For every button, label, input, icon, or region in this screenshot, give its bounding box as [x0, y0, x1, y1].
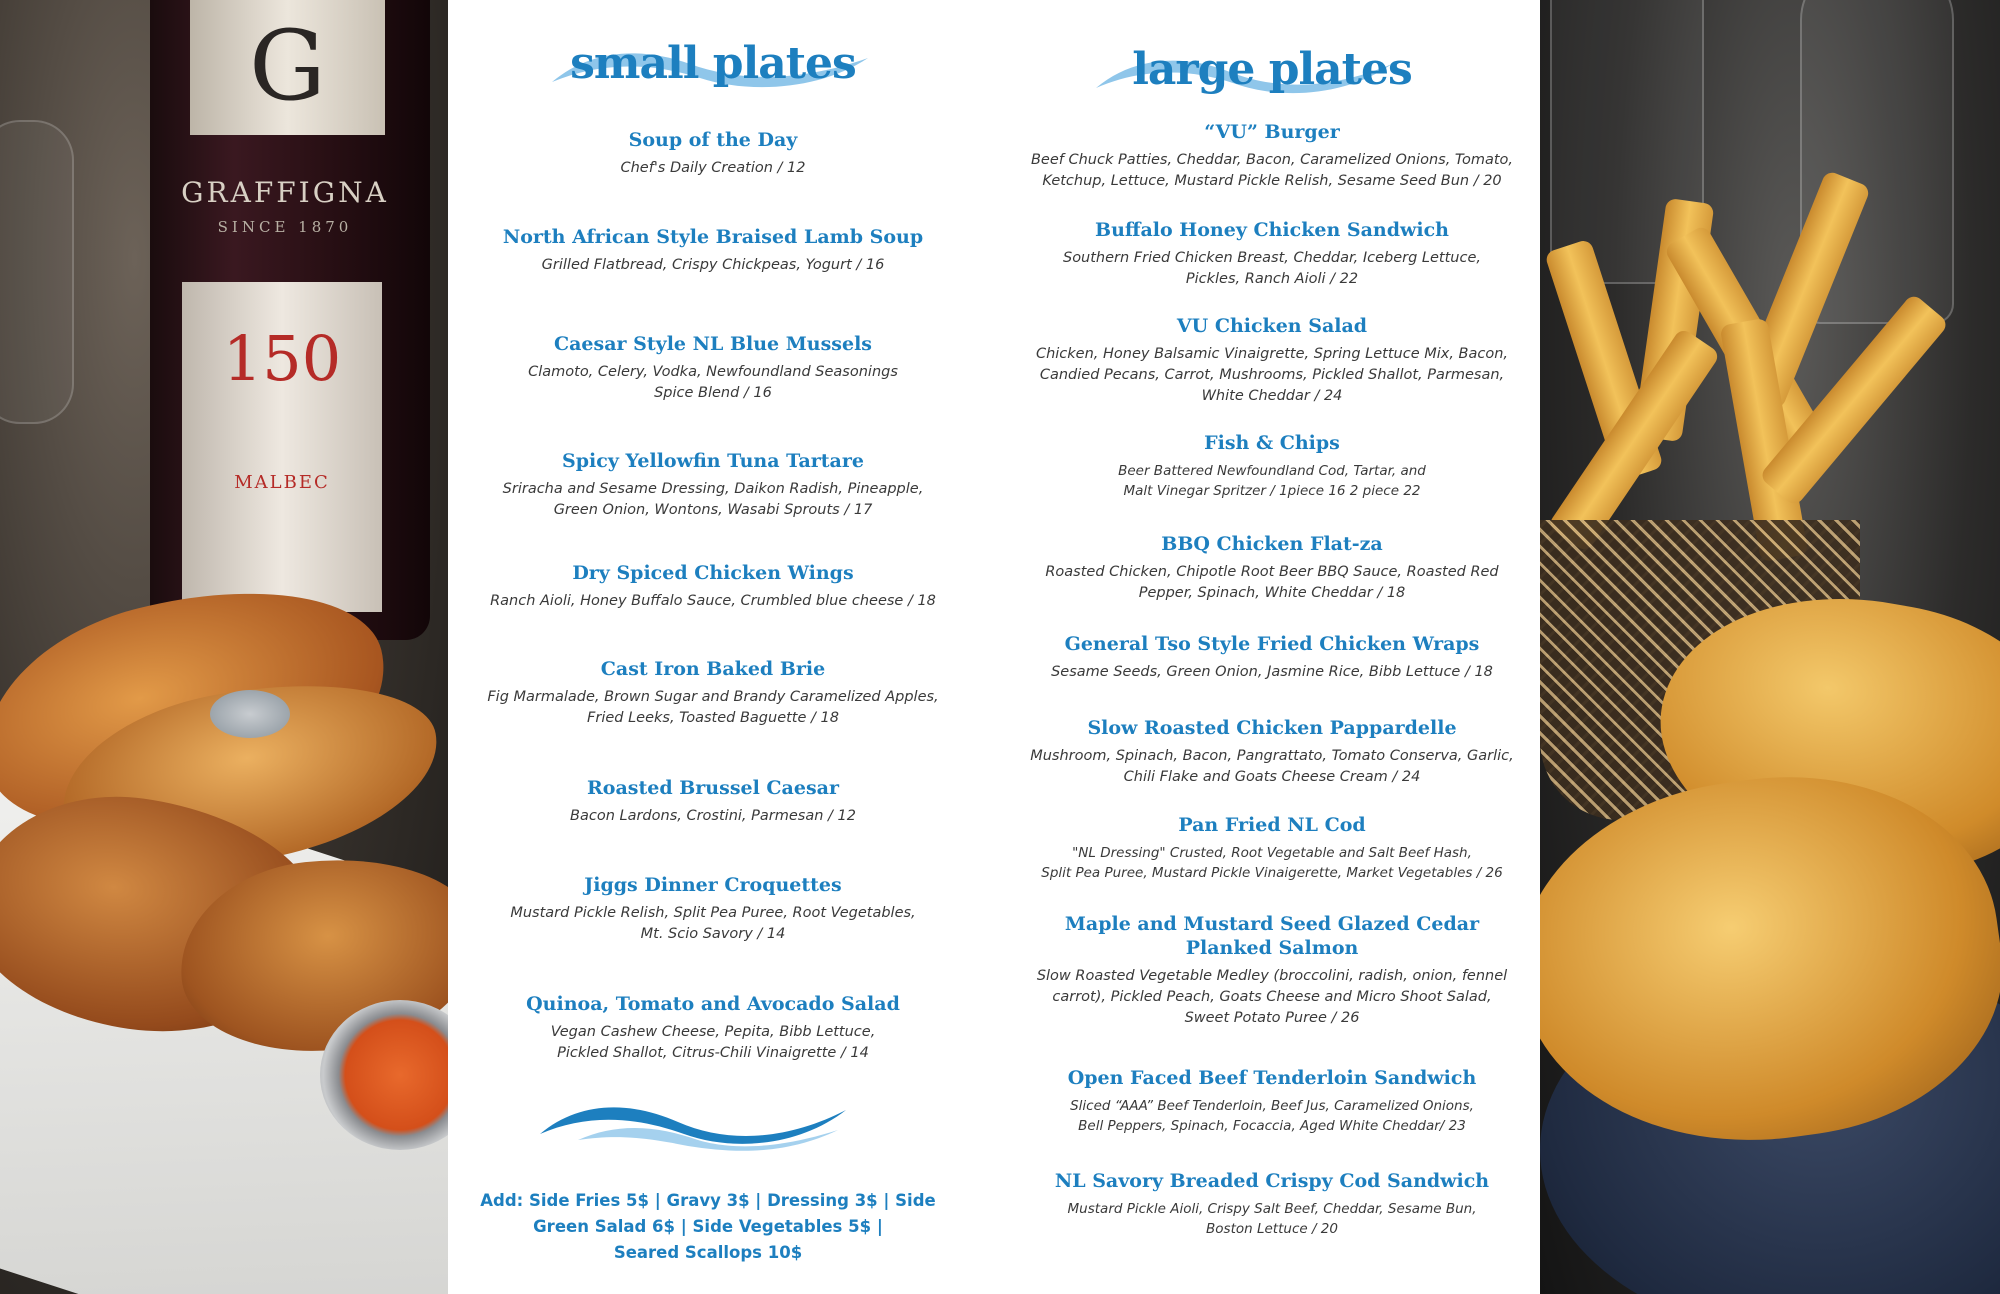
menu-item-name-line: Slow Roasted Chicken Pappardelle	[1087, 717, 1457, 739]
menu-item	[1004, 1169, 1540, 1239]
wine-glass	[0, 120, 74, 424]
menu-item	[448, 873, 978, 945]
bottle-brand: GRAFFIGNA	[181, 176, 389, 209]
wave-icon	[538, 1096, 848, 1152]
menu-item-description-line: Ketchup, Lettuce, Mustard Pickle Relish, Sesame Seed Bun / 20	[1042, 173, 1502, 189]
menu-item-description-line: Sriracha and Sesame Dressing, Daikon Radish, Pineapple,	[502, 481, 924, 497]
menu-item-name	[448, 449, 978, 473]
menu-item-description	[448, 255, 978, 276]
menu-item-description	[1004, 1199, 1540, 1239]
menu-item-name-line: BBQ Chicken Flat-za	[1161, 533, 1383, 555]
add-ons-line: Add: Side Fries 5$ | Gravy 3$ | Dressing 3$ | Side	[480, 1191, 936, 1210]
menu-item	[448, 776, 978, 827]
small-plates-header	[448, 38, 978, 89]
menu-item	[1004, 532, 1540, 604]
menu-item-description	[1004, 1096, 1540, 1136]
add-ons-line: Seared Scallops 10$	[613, 1243, 803, 1262]
menu-item-name	[1004, 120, 1540, 144]
menu-item-description-line: Green Onion, Wontons, Wasabi Sprouts / 17	[553, 502, 873, 518]
menu-item-description-line: Chicken, Honey Balsamic Vinaigrette, Spring Lettuce Mix, Bacon,	[1035, 346, 1509, 362]
menu-item-name-line: Planked Salmon	[1185, 937, 1359, 959]
add-ons-line: Green Salad 6$ | Side Vegetables 5$ |	[533, 1217, 883, 1236]
menu-item-description-line: Sesame Seeds, Green Onion, Jasmine Rice, Bibb Lettuce / 18	[1051, 664, 1493, 680]
menu-item-description-line: Fig Marmalade, Brown Sugar and Brandy Caramelized Apples,	[487, 689, 939, 705]
menu-item-description-line: Ranch Aioli, Honey Buffalo Sauce, Crumbled blue cheese / 18	[490, 593, 936, 609]
menu-item-description	[448, 687, 978, 729]
menu-item-description	[448, 1022, 978, 1064]
menu-item	[448, 332, 978, 404]
menu-item-name	[1004, 813, 1540, 837]
menu-item-description-line: Fried Leeks, Toasted Baguette / 18	[587, 710, 839, 726]
menu-item-name	[448, 873, 978, 897]
menu-item-name-line: North African Style Braised Lamb Soup	[502, 226, 924, 248]
menu-item-name-line: Soup of the Day	[628, 129, 798, 151]
menu-item-name	[448, 992, 978, 1016]
menu-item-description-line: Sliced “AAA” Beef Tenderloin, Beef Jus, Caramelized Onions,	[1070, 1098, 1474, 1114]
menu-item-description-line: Spice Blend / 16	[654, 385, 772, 401]
menu-item	[1004, 632, 1540, 683]
menu-item-name	[448, 225, 978, 249]
menu-item-name-line: Buffalo Honey Chicken Sandwich	[1095, 219, 1449, 241]
menu-item-name	[1004, 912, 1540, 960]
menu-item-name	[1004, 716, 1540, 740]
bottle-label-letter: G	[249, 10, 326, 122]
menu-item-name-line: Caesar Style NL Blue Mussels	[554, 333, 872, 355]
menu-item-name	[1004, 218, 1540, 242]
large-plates-header	[1004, 44, 1540, 95]
menu-item-description	[1004, 966, 1540, 1029]
menu-item-description	[1004, 746, 1540, 788]
menu-item-description-line: Mustard Pickle Aioli, Crispy Salt Beef, Cheddar, Sesame Bun,	[1067, 1201, 1477, 1217]
bottle-main-label	[182, 282, 382, 612]
menu-item	[1004, 431, 1540, 501]
menu-item-description-line: Pepper, Spinach, White Cheddar / 18	[1138, 585, 1406, 601]
menu-item-description-line: carrot), Pickled Peach, Goats Cheese and Micro Shoot Salad,	[1052, 989, 1492, 1005]
menu-item	[1004, 314, 1540, 407]
menu-item-name	[448, 561, 978, 585]
menu-item-description-line: Malt Vinegar Spritzer / 1piece 16 2 piece 22	[1123, 483, 1421, 499]
menu-item-description-line: Clamoto, Celery, Vodka, Newfoundland Seasonings	[528, 364, 898, 380]
menu-item-description	[448, 903, 978, 945]
menu-item-description	[1004, 662, 1540, 683]
menu-item-description	[1004, 344, 1540, 407]
menu-item	[1004, 912, 1540, 1029]
bottle-top-label	[190, 0, 385, 135]
menu-item-description-line: Split Pea Puree, Mustard Pickle Vinaigerette, Market Vegetables / 26	[1041, 865, 1503, 881]
menu-item-description	[448, 158, 978, 179]
menu-item-description-line: Bell Peppers, Spinach, Focaccia, Aged White Cheddar/ 23	[1078, 1118, 1466, 1134]
menu-item-name-line: “VU” Burger	[1204, 121, 1340, 143]
menu-item-description-line: Mushroom, Spinach, Bacon, Pangrattato, Tomato Conserva, Garlic,	[1030, 748, 1514, 764]
photo-wine-and-chicken	[0, 0, 448, 1294]
menu-item-description-line: Beer Battered Newfoundland Cod, Tartar, and	[1118, 463, 1426, 479]
menu-item-description-line: Mt. Scio Savory / 14	[640, 926, 786, 942]
menu-item-description-line: Roasted Chicken, Chipotle Root Beer BBQ Sauce, Roasted Red	[1045, 564, 1499, 580]
menu-item-description-line: Vegan Cashew Cheese, Pepita, Bibb Lettuce,	[550, 1024, 876, 1040]
menu-item-description	[1004, 843, 1540, 883]
menu-item-name-line: Cast Iron Baked Brie	[600, 658, 826, 680]
menu-item	[448, 992, 978, 1064]
menu-item-name	[448, 776, 978, 800]
menu-item-name	[448, 128, 978, 152]
menu-item-name	[448, 657, 978, 681]
menu-item-name-line: Dry Spiced Chicken Wings	[572, 562, 854, 584]
menu-item-description-line: Beef Chuck Patties, Cheddar, Bacon, Caramelized Onions, Tomato,	[1030, 152, 1514, 168]
blue-cheese	[210, 690, 290, 738]
menu-item-description-line: Slow Roasted Vegetable Medley (broccolini, radish, onion, fennel	[1036, 968, 1508, 984]
menu-item-name-line: VU Chicken Salad	[1176, 315, 1368, 337]
menu-item	[448, 128, 978, 179]
small-plates-heading: small plates	[570, 38, 856, 89]
menu-item-description-line: Chef's Daily Creation / 12	[620, 160, 806, 176]
menu-item-description	[1004, 150, 1540, 192]
bottle-label-150: 150	[222, 322, 342, 395]
menu-item	[448, 561, 978, 612]
menu-item-name-line: Fish & Chips	[1204, 432, 1340, 454]
menu-item-description-line: White Cheddar / 24	[1201, 388, 1343, 404]
add-ons-text	[478, 1188, 938, 1266]
menu-item	[448, 449, 978, 521]
menu-item-description-line: Chili Flake and Goats Cheese Cream / 24	[1123, 769, 1421, 785]
menu-item-description	[1004, 248, 1540, 290]
menu-item-name-line: General Tso Style Fried Chicken Wraps	[1064, 633, 1480, 655]
menu-item-name-line: Spicy Yellowfin Tuna Tartare	[562, 450, 864, 472]
menu-item-name-line: Pan Fried NL Cod	[1178, 814, 1366, 836]
menu-item-description	[448, 479, 978, 521]
bottle-label-varietal: MALBEC	[234, 472, 330, 493]
menu-page	[448, 0, 1540, 1294]
menu-item-name	[1004, 1066, 1540, 1090]
menu-item-name	[1004, 314, 1540, 338]
menu-item	[1004, 218, 1540, 290]
menu-item-description-line: Boston Lettuce / 20	[1206, 1221, 1338, 1237]
menu-item	[1004, 813, 1540, 883]
menu-item-description	[1004, 461, 1540, 501]
small-plates-column	[448, 0, 978, 1294]
menu-item-description-line: Grilled Flatbread, Crispy Chickpeas, Yogurt / 16	[541, 257, 885, 273]
bottle-since: SINCE 1870	[217, 218, 353, 236]
menu-item-description-line: Mustard Pickle Relish, Split Pea Puree, Root Vegetables,	[510, 905, 916, 921]
menu-item-description-line: Sweet Potato Puree / 26	[1184, 1010, 1360, 1026]
menu-item-name-line: Maple and Mustard Seed Glazed Cedar	[1064, 913, 1480, 935]
menu-item-name	[1004, 1169, 1540, 1193]
menu-item-description-line: "NL Dressing" Crusted, Root Vegetable and Salt Beef Hash,	[1072, 845, 1472, 861]
menu-item-description-line: Pickled Shallot, Citrus-Chili Vinaigrette / 14	[557, 1045, 869, 1061]
menu-item-description-line: Bacon Lardons, Crostini, Parmesan / 12	[570, 808, 856, 824]
menu-item	[448, 657, 978, 729]
menu-item-name-line: Quinoa, Tomato and Avocado Salad	[526, 993, 900, 1015]
large-plates-column	[1004, 0, 1540, 1294]
menu-item-description	[1004, 562, 1540, 604]
menu-item-description	[448, 591, 978, 612]
menu-item	[1004, 716, 1540, 788]
large-plates-heading: large plates	[1132, 44, 1412, 95]
menu-item-name-line: Open Faced Beef Tenderloin Sandwich	[1067, 1067, 1477, 1089]
menu-item	[1004, 1066, 1540, 1136]
menu-item-name	[1004, 532, 1540, 556]
menu-item	[1004, 120, 1540, 192]
menu-item-name-line: Jiggs Dinner Croquettes	[584, 874, 842, 896]
menu-item-name-line: NL Savory Breaded Crispy Cod Sandwich	[1054, 1170, 1490, 1192]
menu-item-description-line: Southern Fried Chicken Breast, Cheddar, Iceberg Lettuce,	[1062, 250, 1481, 266]
menu-item-name	[1004, 431, 1540, 455]
photo-fish-and-chips	[1540, 0, 2000, 1294]
menu-item-name	[448, 332, 978, 356]
menu-item-description	[448, 806, 978, 827]
menu-item-description-line: Pickles, Ranch Aioli / 22	[1185, 271, 1359, 287]
menu-item-name	[1004, 632, 1540, 656]
menu-item-name-line: Roasted Brussel Caesar	[587, 777, 839, 799]
menu-item-description	[448, 362, 978, 404]
menu-item	[448, 225, 978, 276]
menu-item-description-line: Candied Pecans, Carrot, Mushrooms, Pickled Shallot, Parmesan,	[1039, 367, 1505, 383]
